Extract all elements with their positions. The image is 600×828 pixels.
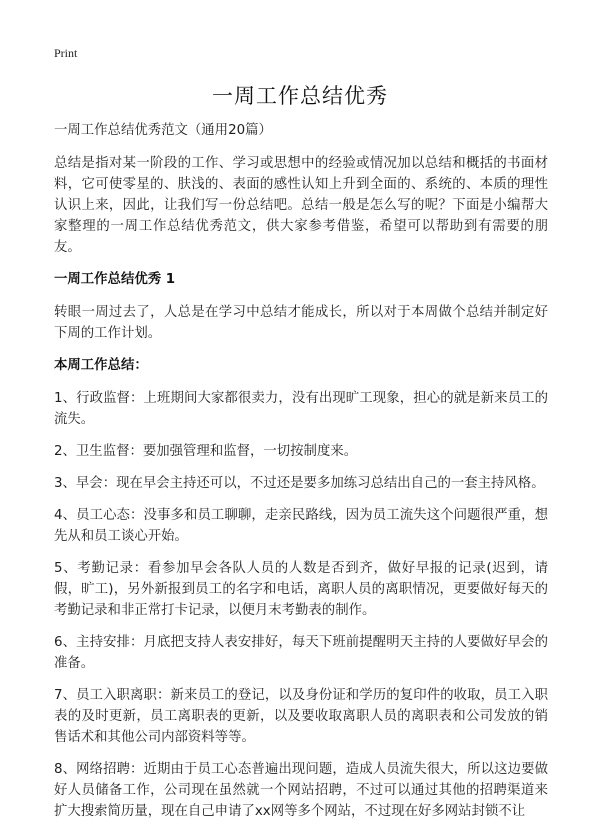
- list-item: 1、行政监督：上班期间大家都很卖力，没有出现旷工现象，担心的就是新来员工的流失。: [54, 391, 548, 427]
- list-item: 2、卫生监督：要加强管理和监督，一切按制度来。: [54, 444, 358, 459]
- document-body: [54, 120, 548, 828]
- summary-heading: 本周工作总结：: [54, 358, 148, 373]
- list-item: 3、早会：现在早会主持还可以，不过还是要多加练习总结出自己的一套主持风格。: [54, 476, 545, 491]
- print-link[interactable]: Print: [54, 46, 78, 60]
- section-heading: 一周工作总结优秀 1: [54, 272, 176, 287]
- intro-paragraph: 总结是指对某一阶段的工作、学习或思想中的经验或情况加以总结和概括的书面材料，它可使零星的、肤浅的、表面的感性认知上升到全面的、系统的、本质的理性认识上来，因此，让我们写一份总结吧。总结一般是怎么写的呢？下面是小编帮大家整理的一周工作总结优秀范文，供大家参考借鉴，希望可以帮助到有需要的朋友。: [54, 156, 548, 255]
- list-item: 6、主持安排：月底把支持人表安排好，每天下班前提醒明天主持的人要做好早会的准备。: [54, 635, 548, 671]
- document-subtitle: 一周工作总结优秀范文（通用20篇）: [54, 123, 272, 138]
- list-item: 5、考勤记录：看参加早会各队人员的人数是否到齐，做好早报的记录(迟到，请假，旷工)，另外新报到员工的名字和电话，离职人员的离职情况，更要做好每天的考勤记录和非正常打卡记录，以便月末考勤表的制作。: [54, 561, 548, 618]
- list-item: 4、员工心态：没事多和员工聊聊，走亲民路线，因为员工流失这个问题很严重，想先从和员工谈心开始。: [54, 508, 548, 544]
- list-item: 7、员工入职离职：新来员工的登记，以及身份证和学历的复印件的收取，员工入职表的及时更新，员工离职表的更新，以及要收取离职人员的离职表和公司发放的销售话术和其他公司内部资料等等。: [54, 688, 548, 745]
- page-title: 一周工作总结优秀: [212, 84, 388, 108]
- section-intro-paragraph: 转眼一周过去了，人总是在学习中总结才能成长，所以对于本周做个总结并制定好下周的工作计划。: [54, 305, 548, 341]
- list-item: 8、网络招聘：近期由于员工心态普遍出现问题，造成人员流失很大，所以这边要做好人员储备工作，公司现在虽然就一个网站招聘，不过可以通过其他的招聘渠道来扩大搜索简历量，现在自己申请了xx网等多个网站，不过现在好多网站封锁不让: [54, 762, 548, 819]
